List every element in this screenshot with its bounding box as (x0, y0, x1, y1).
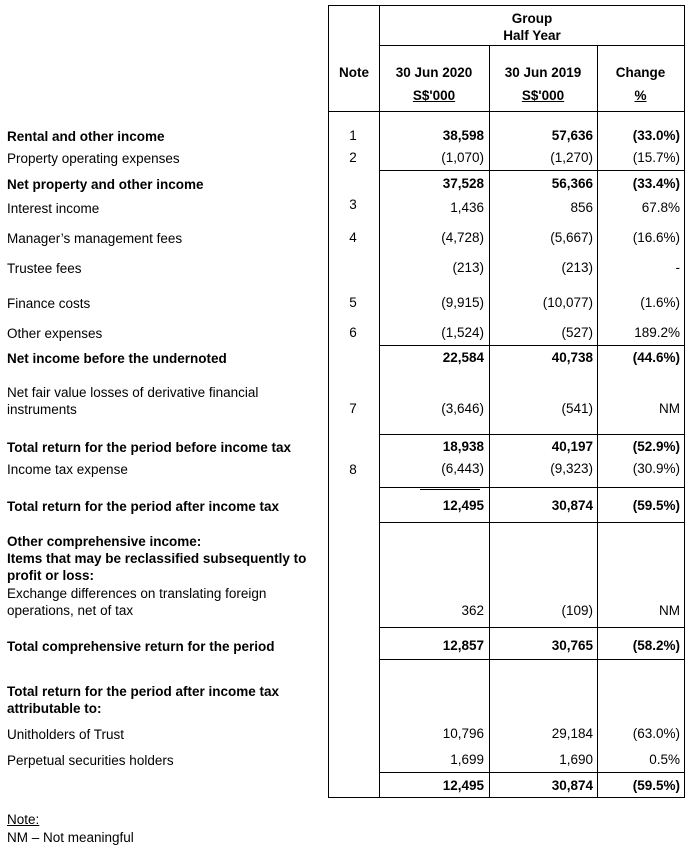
row-change: (59.5%) (632, 778, 680, 793)
row-change: (30.9%) (632, 461, 680, 476)
row-2019: 57,636 (551, 128, 593, 143)
row-label: Total return for the period after income tax (7, 499, 280, 514)
row-2019: (1,270) (550, 150, 593, 165)
row-2019: 56,366 (551, 176, 593, 191)
note-header: Note (339, 65, 369, 80)
row-note: 3 (349, 197, 357, 212)
row-note: 6 (349, 325, 357, 340)
row-2019: (541) (561, 401, 593, 416)
row-change: (58.2%) (632, 638, 680, 653)
section-heading-oci: Other comprehensive income: Items that may be reclassified subsequently to profit or loss: (7, 534, 307, 583)
row-2019: 40,197 (551, 439, 593, 454)
group-header: Group (511, 11, 553, 26)
row-2020: 12,857 (442, 638, 484, 653)
footnote-text: NM – Not meaningful (7, 830, 134, 845)
half-year-header: Half Year (503, 28, 561, 43)
row-change: (33.4%) (632, 176, 680, 191)
row-note: 8 (349, 462, 357, 477)
row-2020: 22,584 (442, 350, 484, 365)
row-2019: (10,077) (542, 295, 593, 310)
row-change: (59.5%) (632, 498, 680, 513)
footnote-title: Note: (7, 812, 40, 827)
row-change: (44.6%) (632, 350, 680, 365)
row-2019: (213) (561, 260, 593, 275)
row-2020: (3,646) (441, 401, 484, 416)
col-2019-header: 30 Jun 2019 (504, 65, 582, 80)
col-change-header: Change (615, 65, 666, 80)
row-note: 1 (349, 128, 357, 143)
row-2019: 1,690 (559, 752, 593, 767)
row-note: 2 (349, 150, 357, 165)
row-change: (1.6%) (640, 295, 680, 310)
row-note: 7 (349, 401, 357, 416)
row-change: - (675, 260, 680, 275)
row-note: 5 (349, 295, 357, 310)
row-2019: (5,667) (550, 230, 593, 245)
row-label: Trustee fees (7, 261, 82, 276)
row-2019: 30,765 (551, 638, 593, 653)
row-label: Income tax expense (7, 462, 128, 477)
row-change: (16.6%) (632, 230, 680, 245)
row-2019: 40,738 (551, 350, 593, 365)
row-2020: 38,598 (442, 128, 484, 143)
row-2020: (4,728) (441, 230, 484, 245)
row-label: Interest income (7, 201, 100, 216)
row-2020: 18,938 (442, 439, 484, 454)
row-label: Total comprehensive return for the period (7, 639, 275, 654)
row-2020: (9,915) (441, 295, 484, 310)
row-2020: 1,699 (450, 752, 484, 767)
row-label: Rental and other income (7, 129, 165, 144)
section-heading-attrib: Total return for the period after income tax attributable to: (7, 684, 280, 716)
row-2020: (1,070) (441, 150, 484, 165)
row-change: 0.5% (649, 752, 680, 767)
row-2020: 12,495 (442, 778, 484, 793)
row-label: Manager’s management fees (7, 231, 183, 246)
row-2020: 362 (461, 603, 484, 618)
row-label: Perpetual securities holders (7, 753, 174, 768)
row-change: NM (659, 401, 680, 416)
row-2019: 30,874 (551, 498, 593, 513)
row-2020: (6,443) (441, 461, 484, 476)
row-2019: 30,874 (551, 778, 593, 793)
row-2020: 10,796 (442, 726, 484, 741)
row-2020: 1,436 (450, 200, 484, 215)
unit-2019: S$'000 (521, 88, 565, 103)
row-label: Unitholders of Trust (7, 727, 125, 742)
row-label: Total return for the period before income tax (7, 440, 292, 455)
col-2020-header: 30 Jun 2020 (395, 65, 473, 80)
row-change: NM (659, 603, 680, 618)
row-change: (33.0%) (632, 128, 680, 143)
row-2019: (9,323) (550, 461, 593, 476)
row-label: Finance costs (7, 296, 91, 311)
row-2020: 12,495 (442, 498, 484, 513)
row-change: (63.0%) (632, 726, 680, 741)
unit-2020: S$'000 (412, 88, 456, 103)
row-label: Other expenses (7, 326, 103, 341)
row-label: Net income before the undernoted (7, 351, 227, 366)
row-label: Exchange differences on translating foreign operations, net of tax (7, 586, 267, 618)
unit-change: % (634, 88, 647, 103)
row-label: Net property and other income (7, 177, 204, 192)
row-change: (15.7%) (632, 150, 680, 165)
row-2020: (1,524) (441, 325, 484, 340)
row-2020: 37,528 (442, 176, 484, 191)
row-label: Net fair value losses of derivative financial instruments (7, 385, 259, 417)
row-2019: (527) (561, 325, 593, 340)
row-change: (52.9%) (632, 439, 680, 454)
row-2019: 29,184 (551, 726, 593, 741)
row-note: 4 (349, 230, 357, 245)
row-2019: 856 (570, 200, 593, 215)
row-change: 67.8% (641, 200, 680, 215)
row-2019: (109) (561, 603, 593, 618)
row-label: Property operating expenses (7, 151, 180, 166)
row-2020: (213) (452, 260, 484, 275)
row-change: 189.2% (634, 325, 680, 340)
